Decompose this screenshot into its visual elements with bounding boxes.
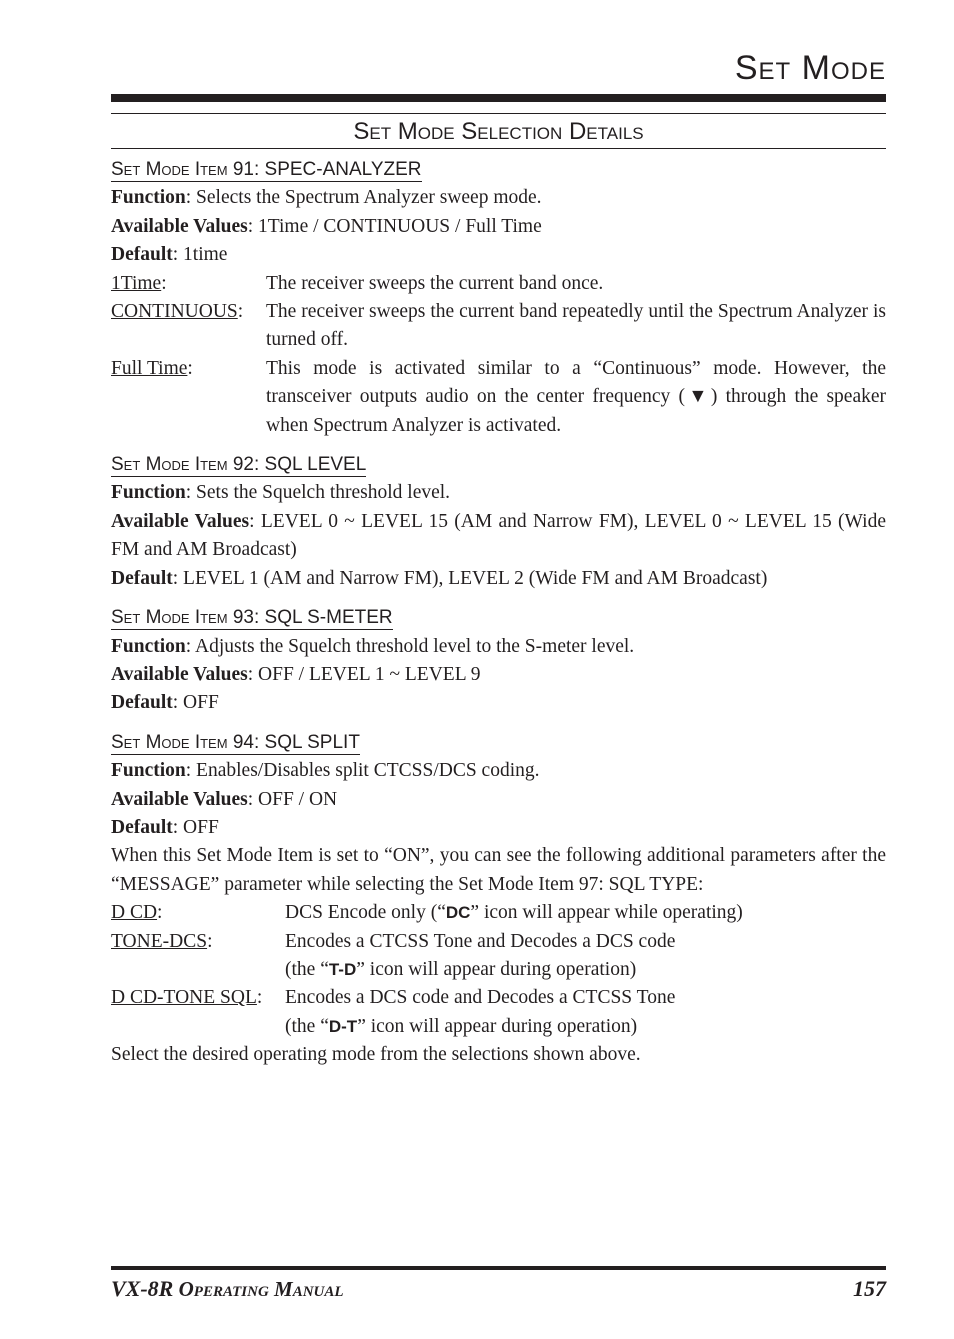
heading-prefix: Set Mode Item [111,731,228,753]
section-rule [111,148,886,149]
spacer [111,593,886,603]
heading-prefix: Set Mode Item [111,159,228,180]
item-heading [111,732,360,755]
option-sep: : [161,272,167,294]
closing-paragraph: Select the desired operating mode from the selections shown above. [111,1044,641,1066]
option-term [111,298,266,355]
heading-prefix: Set Mode Item [111,454,228,476]
dc-icon: DC [445,903,471,923]
desc-line1: Encodes a DCS code and Decodes a CTCSS Tone [285,987,676,1009]
function-label: Function [111,187,186,209]
footer-model: VX-8R [111,1276,174,1301]
values-label: Available Values [111,663,248,685]
option-term-text: Full Time [111,357,188,379]
item-heading [111,454,366,477]
default-line [111,814,886,842]
function-text: : Selects the Spectrum Analyzer sweep mode. [185,187,542,209]
option-sep: : [256,987,263,1009]
option-term [111,355,266,440]
item-heading [111,159,422,182]
option-desc [285,899,886,927]
option-term-text: 1Time [111,272,162,294]
page-title: Set Mode [734,49,886,87]
desc-post: ” icon will appear during operation) [357,1015,638,1037]
option-term [111,928,285,985]
default-label: Default [111,567,173,589]
desc-pre: (the “ [285,1015,329,1037]
values-line [111,508,886,565]
header-rule-thin [111,113,886,114]
item-91 [111,155,886,440]
function-text: : Adjusts the Squelch threshold level to the S-meter level. [185,635,635,657]
item-93 [111,603,886,718]
function-label: Function [111,760,186,782]
item-92 [111,450,886,593]
function-line [111,633,886,661]
default-line [111,241,886,269]
option-term-text: CONTINUOUS [111,301,238,323]
desc-pre: DCS Encode only (“ [285,902,446,924]
values-line [111,213,886,241]
option-row [111,899,886,927]
t-d-icon: T-D [328,959,357,979]
option-desc [285,928,886,985]
values-text: : OFF / ON [247,788,338,810]
option-desc: The receiver sweeps the current band repeatedly until the Spectrum Analyzer is turned off. [266,301,886,351]
function-line [111,479,886,507]
spacer [111,440,886,450]
desc-pre: (the “ [285,958,329,980]
function-text: : Enables/Disables split CTCSS/DCS coding. [185,760,540,782]
section-title: Set Mode Selection Details [353,118,644,145]
option-term-text: D CD-TONE SQL [111,987,257,1009]
default-text: : OFF [172,692,219,714]
page-number: 157 [853,1276,886,1301]
function-label: Function [111,635,186,657]
default-label: Default [111,244,173,266]
content [111,155,886,1070]
desc-post: ” icon will appear while operating) [470,902,743,924]
spacer [111,718,886,728]
heading-rest: 91: SPEC-ANALYZER [227,159,422,180]
option-desc: This mode is activated similar to a “Continuous” mode. However, the transceiver outputs audio on the center frequency (▼) through the speaker when Spectrum Analyzer is activated. [266,357,886,436]
default-text: : 1time [172,244,228,266]
values-line [111,786,886,814]
default-label: Default [111,816,173,838]
note-paragraph: When this Set Mode Item is set to “ON”, you can see the following additional parameters after the “MESSAGE” parameter while selecting the Set Mode Item 97: SQL TYPE: [111,845,886,895]
option-row [111,298,886,355]
footer-manual-title [111,1276,344,1302]
heading-prefix: Set Mode Item [111,607,228,629]
option-term-text: TONE-DCS [111,930,208,952]
header-rule-thick [111,94,886,102]
option-term [111,984,285,1041]
values-text: : 1Time / CONTINUOUS / Full Time [247,215,542,237]
default-label: Default [111,692,173,714]
desc-post: ” icon will appear during operation) [356,958,637,980]
heading-rest: 94: SQL SPLIT [227,731,360,753]
item-94 [111,728,886,1070]
option-row [111,270,886,298]
values-label: Available Values [111,510,250,532]
option-term-text: D CD [111,902,158,924]
heading-rest: 93: SQL S-METER [227,607,393,629]
option-term [111,270,266,298]
item-heading [111,607,393,630]
option-row [111,355,886,440]
option-sep: : [157,902,163,924]
option-desc [285,984,886,1041]
option-term [111,899,285,927]
option-sep: : [207,930,213,952]
d-t-icon: D-T [328,1016,358,1036]
heading-rest: 92: SQL LEVEL [227,454,367,476]
default-line [111,565,886,593]
function-label: Function [111,482,186,504]
values-label: Available Values [111,788,248,810]
values-label: Available Values [111,215,248,237]
footer-rule [111,1266,886,1270]
default-text: : LEVEL 1 (AM and Narrow FM), LEVEL 2 (Wide FM and AM Broadcast) [172,567,768,589]
option-row [111,984,886,1041]
function-line [111,757,886,785]
desc-line1: Encodes a CTCSS Tone and Decodes a DCS code [285,930,676,952]
default-line [111,689,886,717]
values-line [111,661,886,689]
values-text: : OFF / LEVEL 1 ~ LEVEL 9 [247,663,481,685]
option-row [111,928,886,985]
option-sep: : [237,301,244,323]
option-desc: The receiver sweeps the current band once. [266,272,604,294]
option-sep: : [187,357,193,379]
footer-manual: Operating Manual [173,1277,344,1301]
function-text: : Sets the Squelch threshold level. [185,482,451,504]
default-text: : OFF [172,816,219,838]
values-text: : LEVEL 0 ~ LEVEL 15 (AM and Narrow FM), LEVEL 0 ~ LEVEL 15 (Wide FM and AM Broadcast) [111,510,886,561]
function-line [111,184,886,212]
